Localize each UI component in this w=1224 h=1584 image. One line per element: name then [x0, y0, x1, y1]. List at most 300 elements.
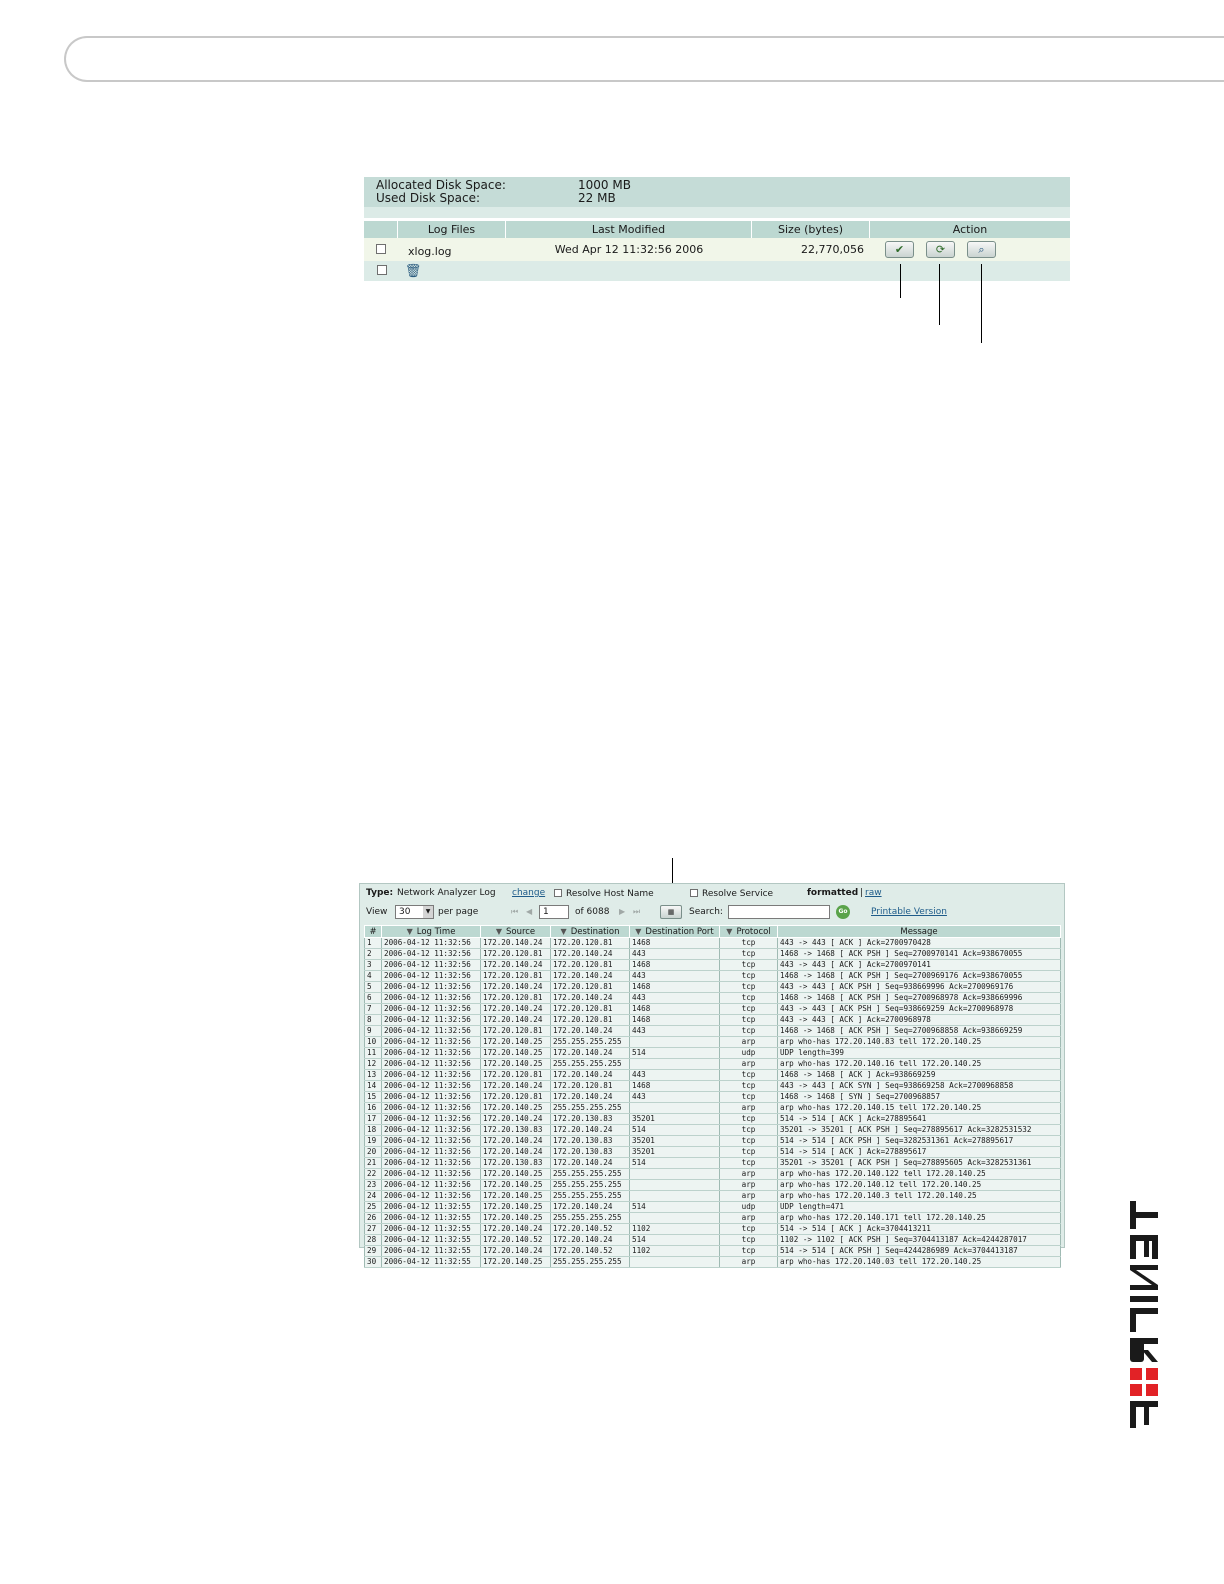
table-row[interactable]: [365, 1059, 1061, 1070]
cell-destination-port: 443: [630, 1092, 720, 1103]
cell-destination-port: 1468: [630, 1081, 720, 1092]
cell-destination-port: 514: [630, 1125, 720, 1136]
cell-source: 172.20.130.83: [481, 1158, 551, 1169]
cell-source: 172.20.140.24: [481, 1015, 551, 1026]
go-button[interactable]: [836, 905, 850, 919]
table-row[interactable]: [365, 1125, 1061, 1136]
cell-source: 172.20.140.25: [481, 1180, 551, 1191]
cell-destination-port: 35201: [630, 1147, 720, 1158]
trash-icon: 🗑: [404, 263, 422, 279]
cell-log-time: 2006-04-12 11:32:56: [382, 1191, 481, 1202]
cell-log-time: 2006-04-12 11:32:56: [382, 1147, 481, 1158]
cell-source: 172.20.140.24: [481, 1224, 551, 1235]
cell-protocol: tcp: [720, 1081, 778, 1092]
cell-destination: 172.20.140.24: [551, 971, 630, 982]
cell-source: 172.20.140.24: [481, 1136, 551, 1147]
cell-protocol: tcp: [720, 1136, 778, 1147]
table-row[interactable]: [365, 1070, 1061, 1081]
col-destination[interactable]: [551, 926, 630, 938]
disk-space-info: [364, 177, 1070, 207]
allocated-label: Allocated Disk Space:: [376, 178, 506, 192]
cell-destination: 172.20.120.81: [551, 938, 630, 949]
cell-source: 172.20.140.25: [481, 1037, 551, 1048]
callout-line: [939, 264, 940, 325]
cell-destination: 172.20.140.52: [551, 1224, 630, 1235]
cell-destination-port: 1468: [630, 938, 720, 949]
table-row[interactable]: [365, 1004, 1061, 1015]
cell-protocol: udp: [720, 1202, 778, 1213]
table-row[interactable]: [365, 1081, 1061, 1092]
chevron-down-icon: ▼: [423, 906, 433, 918]
cell-index: 7: [365, 1004, 382, 1015]
filter-icon[interactable]: ▼: [406, 926, 413, 936]
table-row[interactable]: [365, 1103, 1061, 1114]
table-row[interactable]: [365, 1180, 1061, 1191]
cell-destination-port: 514: [630, 1048, 720, 1059]
cell-destination-port: 443: [630, 993, 720, 1004]
cell-log-time: 2006-04-12 11:32:56: [382, 1026, 481, 1037]
table-row[interactable]: [365, 960, 1061, 971]
cell-message: 1468 -> 1468 [ ACK PSH ] Seq=2700968978 Ack=938669996: [778, 993, 1061, 1004]
cell-protocol: tcp: [720, 1147, 778, 1158]
cell-index: 6: [365, 993, 382, 1004]
cell-message: arp who-has 172.20.140.83 tell 172.20.140.25: [778, 1037, 1061, 1048]
cell-source: 172.20.140.24: [481, 1147, 551, 1158]
resolve-host-label: Resolve Host Name: [566, 889, 654, 899]
search-input[interactable]: [728, 905, 830, 919]
header-action: Action: [952, 223, 988, 236]
log-file-row[interactable]: [364, 238, 1070, 261]
cell-destination: 172.20.130.83: [551, 1114, 630, 1125]
cell-index: 16: [365, 1103, 382, 1114]
used-value: 22 MB: [578, 191, 616, 205]
cell-log-time: 2006-04-12 11:32:56: [382, 1169, 481, 1180]
cell-log-time: 2006-04-12 11:32:56: [382, 1158, 481, 1169]
cell-destination: 172.20.140.24: [551, 1048, 630, 1059]
cell-message: 1102 -> 1102 [ ACK PSH ] Seq=3704413187 Ack=4244287017: [778, 1235, 1061, 1246]
cell-log-time: 2006-04-12 11:32:55: [382, 1224, 481, 1235]
cell-destination-port: [630, 1059, 720, 1070]
cell-destination: 255.255.255.255: [551, 1180, 630, 1191]
cell-protocol: tcp: [720, 971, 778, 982]
cell-index: 14: [365, 1081, 382, 1092]
cell-message: 443 -> 443 [ ACK PSH ] Seq=938669259 Ack=2700968978: [778, 1004, 1061, 1015]
cell-source: 172.20.140.24: [481, 982, 551, 993]
cell-destination: 172.20.140.24: [551, 1070, 630, 1081]
resolve-service-checkbox[interactable]: [690, 889, 698, 897]
cell-message: arp who-has 172.20.140.15 tell 172.20.140.25: [778, 1103, 1061, 1114]
cell-destination: 172.20.130.83: [551, 1136, 630, 1147]
cell-destination: 255.255.255.255: [551, 1191, 630, 1202]
page-number-input[interactable]: [539, 905, 569, 919]
cell-protocol: tcp: [720, 960, 778, 971]
cell-protocol: tcp: [720, 993, 778, 1004]
cell-destination-port: [630, 1213, 720, 1224]
cell-index: 28: [365, 1235, 382, 1246]
cell-protocol: arp: [720, 1180, 778, 1191]
cell-destination-port: 514: [630, 1158, 720, 1169]
cell-message: 35201 -> 35201 [ ACK PSH ] Seq=278895617 Ack=3282531532: [778, 1125, 1061, 1136]
cell-log-time: 2006-04-12 11:32:55: [382, 1235, 481, 1246]
header-select: [364, 221, 398, 238]
cell-index: 1: [365, 938, 382, 949]
cell-index: 25: [365, 1202, 382, 1213]
cell-index: 2: [365, 949, 382, 960]
cell-source: 172.20.140.24: [481, 1081, 551, 1092]
type-value: Network Analyzer Log: [397, 888, 496, 898]
cell-log-time: 2006-04-12 11:32:56: [382, 1103, 481, 1114]
resolve-service-label: Resolve Service: [702, 889, 774, 899]
cell-protocol: tcp: [720, 1004, 778, 1015]
select-all-checkbox[interactable]: [377, 265, 387, 275]
cell-source: 172.20.140.24: [481, 1114, 551, 1125]
refresh-button[interactable]: [926, 241, 955, 258]
cell-destination: 172.20.120.81: [551, 1015, 630, 1026]
cell-source: 172.20.130.83: [481, 1125, 551, 1136]
log-files-footer: [364, 261, 1070, 281]
page-of-label: of 6088: [575, 907, 610, 917]
cell-log-time: 2006-04-12 11:32:56: [382, 1015, 481, 1026]
cell-index: 12: [365, 1059, 382, 1070]
col-log-time[interactable]: [382, 926, 481, 938]
col-source[interactable]: [481, 926, 551, 938]
cell-destination: 172.20.140.24: [551, 1158, 630, 1169]
cell-log-time: 2006-04-12 11:32:56: [382, 1092, 481, 1103]
table-row[interactable]: [365, 1213, 1061, 1224]
cell-destination: 172.20.130.83: [551, 1147, 630, 1158]
cell-message: arp who-has 172.20.140.171 tell 172.20.140.25: [778, 1213, 1061, 1224]
col-source-label: Source: [505, 926, 536, 937]
table-row[interactable]: [365, 982, 1061, 993]
table-row[interactable]: [365, 1037, 1061, 1048]
view-label: View: [366, 907, 388, 917]
cell-source: 172.20.140.25: [481, 1257, 551, 1268]
cell-protocol: arp: [720, 1059, 778, 1070]
cell-log-time: 2006-04-12 11:32:56: [382, 971, 481, 982]
page-header-bar: [64, 36, 1224, 82]
spacer: [364, 207, 1070, 218]
cell-protocol: tcp: [720, 1114, 778, 1125]
cell-source: 172.20.140.25: [481, 1048, 551, 1059]
cell-index: 19: [365, 1136, 382, 1147]
cell-message: 514 -> 514 [ ACK ] Ack=278895641: [778, 1114, 1061, 1125]
refresh-icon: ⟳: [935, 243, 946, 256]
cell-protocol: tcp: [720, 1125, 778, 1136]
cell-destination-port: [630, 1037, 720, 1048]
filter-icon[interactable]: ▼: [560, 926, 567, 936]
cell-source: 172.20.120.81: [481, 971, 551, 982]
per-page-select[interactable]: [395, 905, 434, 919]
cell-destination-port: 1468: [630, 1004, 720, 1015]
cell-destination: 172.20.140.24: [551, 1202, 630, 1213]
cell-destination-port: 1468: [630, 1015, 720, 1026]
cell-message: UDP length=471: [778, 1202, 1061, 1213]
cell-destination: 255.255.255.255: [551, 1037, 630, 1048]
col-destination-label: Destination: [570, 926, 620, 937]
col-destination-port[interactable]: [630, 926, 720, 938]
cell-index: 23: [365, 1180, 382, 1191]
callout-line: [981, 264, 982, 343]
cell-message: 443 -> 443 [ ACK SYN ] Seq=938669258 Ack=2700968858: [778, 1081, 1061, 1092]
cell-destination-port: 35201: [630, 1114, 720, 1125]
cell-destination: 255.255.255.255: [551, 1213, 630, 1224]
file-modified: Wed Apr 12 11:32:56 2006: [554, 243, 704, 256]
cell-destination-port: 443: [630, 949, 720, 960]
cell-protocol: tcp: [720, 1158, 778, 1169]
col-destination-port-label: Destination Port: [645, 926, 714, 937]
cell-destination-port: 35201: [630, 1136, 720, 1147]
cell-message: 514 -> 514 [ ACK PSH ] Seq=4244286989 Ack=3704413187: [778, 1246, 1061, 1257]
cell-log-time: 2006-04-12 11:32:56: [382, 960, 481, 971]
cell-message: 443 -> 443 [ ACK PSH ] Seq=938669996 Ack=2700969176: [778, 982, 1061, 993]
cell-protocol: arp: [720, 1213, 778, 1224]
cell-message: 514 -> 514 [ ACK ] Ack=3704413211: [778, 1224, 1061, 1235]
cell-index: 5: [365, 982, 382, 993]
cell-destination: 172.20.140.24: [551, 993, 630, 1004]
table-row[interactable]: [365, 993, 1061, 1004]
type-label: Type:: [366, 888, 394, 898]
cell-log-time: 2006-04-12 11:32:56: [382, 1125, 481, 1136]
table-row[interactable]: [365, 1235, 1061, 1246]
cell-destination-port: 443: [630, 1026, 720, 1037]
cell-index: 17: [365, 1114, 382, 1125]
header-last-modified: Last Modified: [506, 221, 752, 238]
cell-destination: 255.255.255.255: [551, 1059, 630, 1070]
cell-destination: 172.20.120.81: [551, 982, 630, 993]
file-name: xlog.log: [408, 245, 452, 258]
cell-destination: 255.255.255.255: [551, 1103, 630, 1114]
cell-message: 1468 -> 1468 [ ACK ] Ack=938669259: [778, 1070, 1061, 1081]
cell-log-time: 2006-04-12 11:32:56: [382, 1059, 481, 1070]
callout-line: [900, 264, 901, 298]
cell-index: 22: [365, 1169, 382, 1180]
cell-destination-port: 443: [630, 971, 720, 982]
cell-log-time: 2006-04-12 11:32:56: [382, 1136, 481, 1147]
column-settings-button[interactable]: [660, 905, 682, 919]
resolve-host-checkbox[interactable]: [554, 889, 562, 897]
file-size: 22,770,056: [801, 243, 864, 256]
cell-index: 15: [365, 1092, 382, 1103]
cell-index: 30: [365, 1257, 382, 1268]
table-row[interactable]: [365, 1092, 1061, 1103]
cell-source: 172.20.140.25: [481, 1213, 551, 1224]
viewer-toolbar-bottom: [360, 904, 1064, 922]
table-row[interactable]: [365, 1114, 1061, 1125]
prev-page-icon[interactable]: ◀: [526, 907, 533, 916]
cell-log-time: 2006-04-12 11:32:56: [382, 1114, 481, 1125]
format-separator: |: [860, 888, 864, 898]
header-size: Size (bytes): [752, 221, 870, 238]
cell-log-time: 2006-04-12 11:32:56: [382, 982, 481, 993]
table-row[interactable]: [365, 949, 1061, 960]
cell-log-time: 2006-04-12 11:32:56: [382, 1070, 481, 1081]
log-table-header: [365, 926, 1061, 938]
cell-message: arp who-has 172.20.140.3 tell 172.20.140.25: [778, 1191, 1061, 1202]
col-protocol[interactable]: [720, 926, 778, 938]
cell-source: 172.20.120.81: [481, 1026, 551, 1037]
filter-icon[interactable]: ▼: [726, 926, 733, 936]
formatted-option[interactable]: formatted: [807, 888, 859, 898]
cell-message: 1468 -> 1468 [ ACK PSH ] Seq=2700969176 Ack=938670055: [778, 971, 1061, 982]
cell-log-time: 2006-04-12 11:32:56: [382, 1081, 481, 1092]
cell-destination: 172.20.140.24: [551, 1026, 630, 1037]
col-message: Message: [778, 926, 1061, 938]
cell-source: 172.20.120.81: [481, 949, 551, 960]
cell-log-time: 2006-04-12 11:32:55: [382, 1213, 481, 1224]
table-row[interactable]: [365, 1015, 1061, 1026]
table-row[interactable]: [365, 1191, 1061, 1202]
cell-destination-port: [630, 1169, 720, 1180]
cell-message: arp who-has 172.20.140.03 tell 172.20.140.25: [778, 1257, 1061, 1268]
cell-destination: 255.255.255.255: [551, 1169, 630, 1180]
cell-message: arp who-has 172.20.140.12 tell 172.20.140.25: [778, 1180, 1061, 1191]
cell-protocol: tcp: [720, 938, 778, 949]
cell-destination: 172.20.140.24: [551, 949, 630, 960]
allocated-value: 1000 MB: [578, 178, 631, 192]
table-row[interactable]: [365, 1158, 1061, 1169]
cell-destination-port: 1102: [630, 1224, 720, 1235]
cell-destination-port: 1102: [630, 1246, 720, 1257]
next-page-icon[interactable]: ▶: [619, 907, 626, 916]
cell-message: 443 -> 443 [ ACK ] Ack=2700968978: [778, 1015, 1061, 1026]
col-log-time-label: Log Time: [416, 926, 456, 937]
filter-icon[interactable]: ▼: [495, 926, 502, 936]
checkmark-download-icon: ✔: [894, 243, 905, 256]
cell-protocol: arp: [720, 1191, 778, 1202]
cell-log-time: 2006-04-12 11:32:56: [382, 1180, 481, 1191]
cell-message: 443 -> 443 [ ACK ] Ack=2700970141: [778, 960, 1061, 971]
per-page-label: per page: [438, 907, 479, 917]
cell-source: 172.20.120.81: [481, 1092, 551, 1103]
table-row[interactable]: [365, 1202, 1061, 1213]
search-label: Search:: [689, 907, 723, 917]
table-row[interactable]: [365, 1246, 1061, 1257]
cell-log-time: 2006-04-12 11:32:55: [382, 1246, 481, 1257]
delete-button[interactable]: [398, 264, 428, 279]
cell-protocol: arp: [720, 1257, 778, 1268]
cell-log-time: 2006-04-12 11:32:55: [382, 1257, 481, 1268]
col-protocol-label: Protocol: [736, 926, 771, 937]
cell-protocol: tcp: [720, 949, 778, 960]
cell-log-time: 2006-04-12 11:32:56: [382, 938, 481, 949]
table-row[interactable]: [365, 1048, 1061, 1059]
cell-index: 29: [365, 1246, 382, 1257]
table-row[interactable]: [365, 1026, 1061, 1037]
cell-message: 1468 -> 1468 [ ACK PSH ] Seq=2700968858 Ack=938669259: [778, 1026, 1061, 1037]
cell-source: 172.20.140.24: [481, 1246, 551, 1257]
cell-protocol: tcp: [720, 1235, 778, 1246]
cell-destination-port: 514: [630, 1202, 720, 1213]
first-page-icon[interactable]: ⏮: [511, 907, 519, 916]
cell-message: 1468 -> 1468 [ ACK PSH ] Seq=2700970141 Ack=938670055: [778, 949, 1061, 960]
cell-destination: 255.255.255.255: [551, 1257, 630, 1268]
download-button[interactable]: [885, 241, 914, 258]
cell-source: 172.20.140.52: [481, 1235, 551, 1246]
cell-destination-port: 1468: [630, 960, 720, 971]
cell-message: UDP length=399: [778, 1048, 1061, 1059]
table-row[interactable]: [365, 971, 1061, 982]
printable-version-link[interactable]: Printable Version: [871, 907, 947, 917]
cell-log-time: 2006-04-12 11:32:56: [382, 1037, 481, 1048]
filter-icon[interactable]: ▼: [635, 926, 642, 936]
cell-source: 172.20.140.25: [481, 1169, 551, 1180]
table-row[interactable]: [365, 1147, 1061, 1158]
header-log-files: Log Files: [398, 221, 506, 238]
last-page-icon[interactable]: ⏭: [633, 907, 641, 916]
cell-index: 10: [365, 1037, 382, 1048]
cell-index: 21: [365, 1158, 382, 1169]
cell-source: 172.20.140.25: [481, 1103, 551, 1114]
cell-destination-port: [630, 1180, 720, 1191]
raw-link[interactable]: raw: [865, 888, 882, 898]
cell-index: 13: [365, 1070, 382, 1081]
cell-source: 172.20.120.81: [481, 1070, 551, 1081]
cell-protocol: arp: [720, 1037, 778, 1048]
cell-destination-port: [630, 1191, 720, 1202]
cell-protocol: tcp: [720, 1246, 778, 1257]
cell-protocol: tcp: [720, 1026, 778, 1037]
page-number-value: 1: [543, 907, 549, 917]
table-row[interactable]: [365, 938, 1061, 949]
cell-source: 172.20.140.24: [481, 938, 551, 949]
change-link[interactable]: change: [512, 888, 546, 898]
cell-message: arp who-has 172.20.140.122 tell 172.20.140.25: [778, 1169, 1061, 1180]
per-page-value: 30: [399, 907, 411, 917]
cell-source: 172.20.140.25: [481, 1202, 551, 1213]
view-button[interactable]: [967, 241, 996, 258]
cell-destination: 172.20.140.24: [551, 1092, 630, 1103]
cell-message: 1468 -> 1468 [ SYN ] Seq=2700968857: [778, 1092, 1061, 1103]
table-row[interactable]: [365, 1224, 1061, 1235]
cell-index: 3: [365, 960, 382, 971]
cell-destination: 172.20.120.81: [551, 1081, 630, 1092]
cell-destination: 172.20.140.24: [551, 1125, 630, 1136]
cell-index: 20: [365, 1147, 382, 1158]
table-row[interactable]: [365, 1136, 1061, 1147]
cell-index: 4: [365, 971, 382, 982]
cell-message: arp who-has 172.20.140.16 tell 172.20.140.25: [778, 1059, 1061, 1070]
cell-destination: 172.20.140.24: [551, 1235, 630, 1246]
fortinet-logo-icon: [1128, 1195, 1160, 1430]
table-row[interactable]: [365, 1169, 1061, 1180]
col-index: #: [365, 926, 382, 938]
cell-destination-port: [630, 1257, 720, 1268]
cell-protocol: tcp: [720, 1015, 778, 1026]
cell-protocol: arp: [720, 1103, 778, 1114]
cell-index: 26: [365, 1213, 382, 1224]
cell-message: 35201 -> 35201 [ ACK PSH ] Seq=278895605 Ack=3282531361: [778, 1158, 1061, 1169]
cell-destination-port: [630, 1103, 720, 1114]
table-row[interactable]: [365, 1257, 1061, 1268]
cell-index: 8: [365, 1015, 382, 1026]
log-table: [364, 925, 1061, 1268]
cell-index: 11: [365, 1048, 382, 1059]
cell-source: 172.20.140.24: [481, 960, 551, 971]
cell-message: 514 -> 514 [ ACK PSH ] Seq=3282531361 Ack=278895617: [778, 1136, 1061, 1147]
cell-log-time: 2006-04-12 11:32:56: [382, 993, 481, 1004]
cell-source: 172.20.120.81: [481, 993, 551, 1004]
log-viewer-panel: [359, 883, 1065, 1266]
cell-index: 9: [365, 1026, 382, 1037]
cell-source: 172.20.140.24: [481, 1004, 551, 1015]
cell-protocol: tcp: [720, 1224, 778, 1235]
cell-protocol: udp: [720, 1048, 778, 1059]
cell-protocol: arp: [720, 1169, 778, 1180]
file-checkbox[interactable]: [376, 244, 386, 254]
cell-log-time: 2006-04-12 11:32:56: [382, 949, 481, 960]
cell-message: 443 -> 443 [ ACK ] Ack=2700970428: [778, 938, 1061, 949]
used-label: Used Disk Space:: [376, 191, 481, 205]
